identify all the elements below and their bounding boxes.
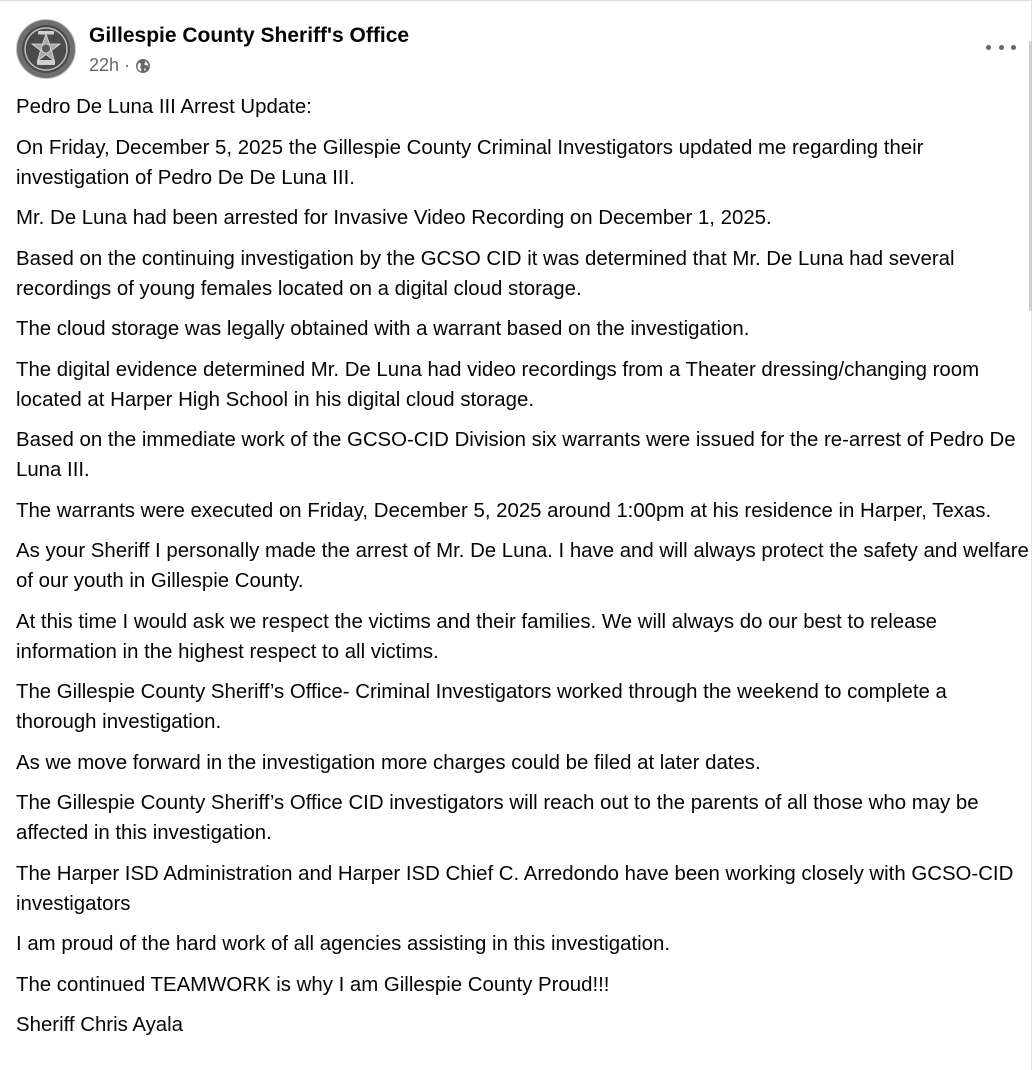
more-dot bbox=[986, 45, 991, 50]
more-dot bbox=[1011, 45, 1016, 50]
post-paragraph: As your Sheriff I personally made the arrest of Mr. De Luna. I have and will always protect the safety and welfare of our youth in Gillespie County. bbox=[16, 540, 1029, 592]
post-paragraph: The cloud storage was legally obtained with a warrant based on the investigation. bbox=[16, 318, 750, 340]
post-meta bbox=[89, 55, 151, 76]
post-paragraph: The warrants were executed on Friday, December 5, 2025 around 1:00pm at his residence in Harper, Texas. bbox=[16, 499, 992, 522]
post-body bbox=[16, 92, 1030, 1051]
post-paragraph: I am proud of the hard work of all agencies assisting in this investigation. bbox=[16, 933, 670, 955]
post-paragraph: The digital evidence determined Mr. De Luna had video recordings from a Theater dressing/changing room located at Harper High School in his digital cloud storage. bbox=[16, 358, 980, 411]
post-paragraph: The continued TEAMWORK is why I am Gillespie County Proud!!! bbox=[16, 973, 610, 996]
post-paragraph: On Friday, December 5, 2025 the Gillespie County Criminal Investigators updated me regarding their investigation of Pedro De De Luna III. bbox=[16, 136, 924, 189]
more-dot bbox=[999, 45, 1004, 50]
post-paragraph: Pedro De Luna III Arrest Update: bbox=[16, 96, 312, 118]
post-paragraph: At this time I would ask we respect the victims and their families. We will always do our best to release information in the highest respect to all victims. bbox=[16, 610, 937, 663]
page-name-link[interactable]: Gillespie County Sheriff's Office bbox=[89, 24, 410, 47]
post-paragraph: The Gillespie County Sheriff’s Office CID investigators will reach out to the parents of all those who may be affected in this investigation. bbox=[16, 792, 979, 844]
post-timestamp[interactable]: 22h bbox=[89, 55, 120, 75]
sheriff-badge-icon[interactable] bbox=[16, 19, 76, 79]
post-paragraph: Based on the immediate work of the GCSO-CID Division six warrants were issued for the re-arrest of Pedro De Luna III. bbox=[16, 429, 1016, 481]
post-paragraph: The Harper ISD Administration and Harper ISD Chief C. Arredondo have been working closely with GCSO-CID investigators bbox=[16, 862, 1014, 915]
post-paragraph: Based on the continuing investigation by the GCSO CID it was determined that Mr. De Luna had several recordings of young females located on a digital cloud storage. bbox=[16, 247, 955, 300]
post-header bbox=[16, 19, 1016, 81]
more-options-icon[interactable] bbox=[986, 37, 1016, 57]
globe-icon[interactable] bbox=[135, 58, 151, 74]
post-paragraph: Mr. De Luna had been arrested for Invasive Video Recording on December 1, 2025. bbox=[16, 207, 772, 229]
post-paragraph: As we move forward in the investigation more charges could be filed at later dates. bbox=[16, 751, 761, 774]
meta-separator: · bbox=[124, 55, 131, 75]
post-paragraph: Sheriff Chris Ayala bbox=[16, 1014, 183, 1036]
post-paragraph: The Gillespie County Sheriff’s Office- Criminal Investigators worked through the weekend to complete a thorough investigation. bbox=[16, 681, 947, 733]
